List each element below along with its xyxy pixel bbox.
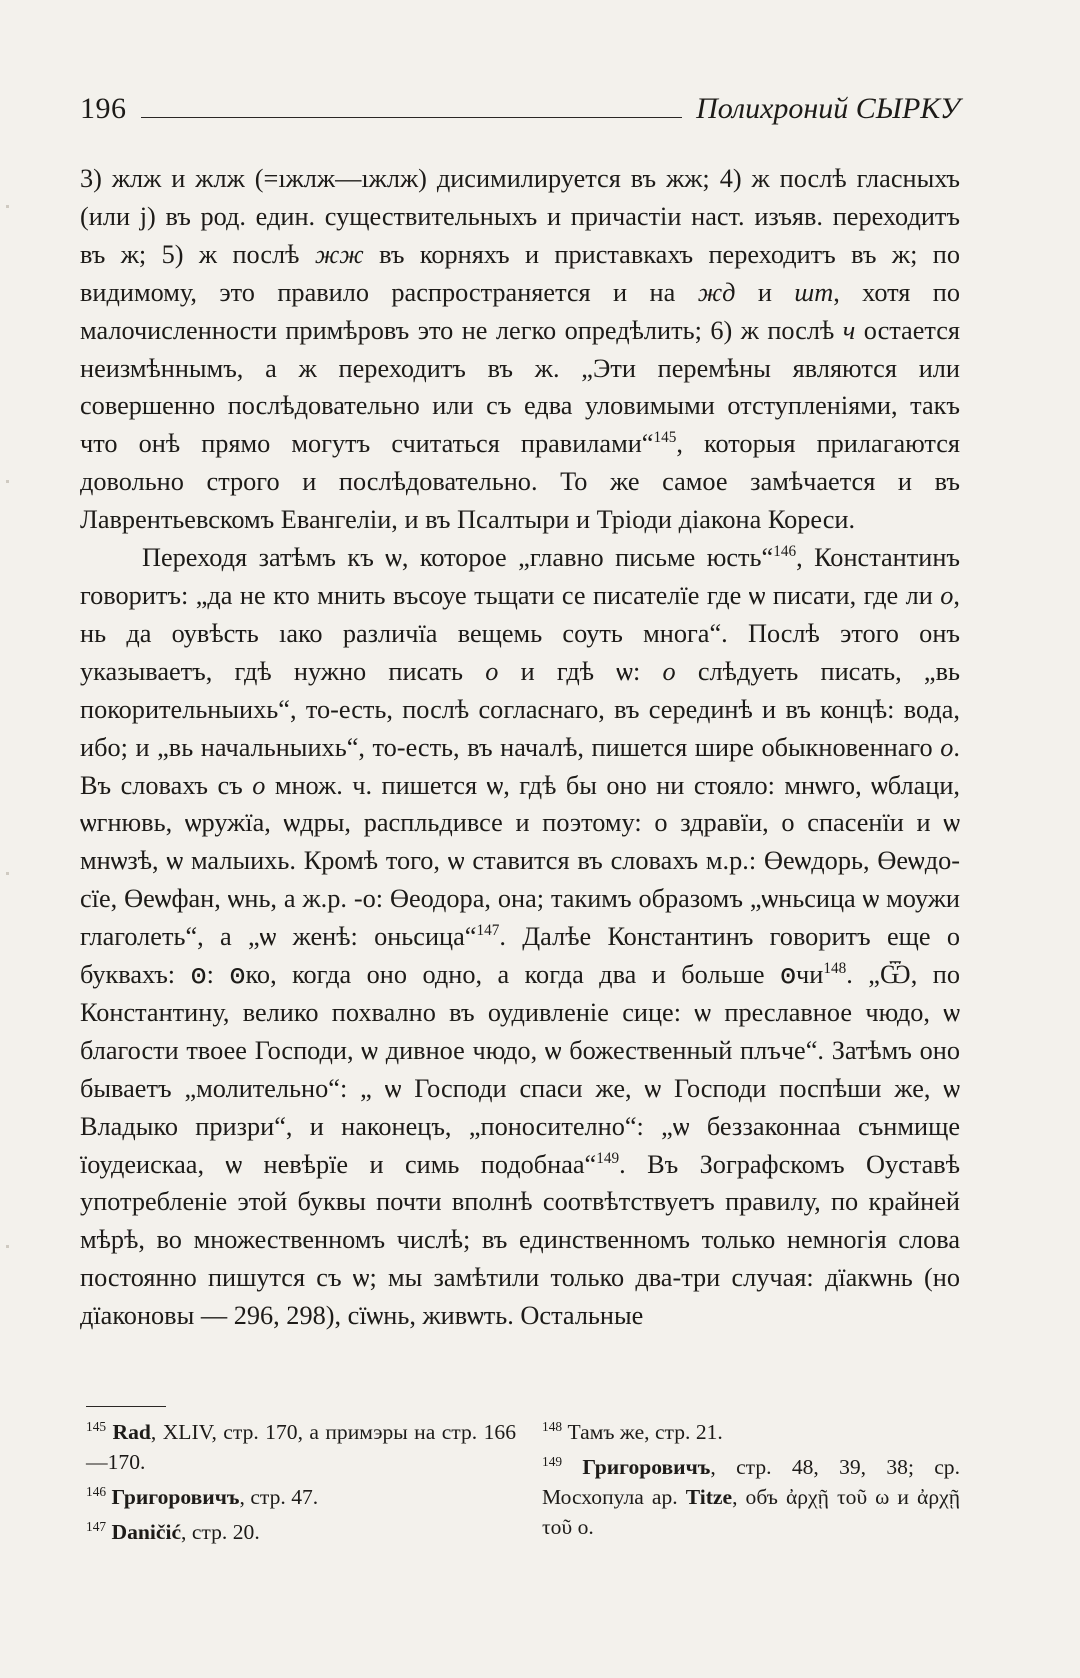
footnote-ref-149: 149 bbox=[596, 1149, 620, 1167]
footnotes-left-column bbox=[86, 1412, 516, 1548]
scan-speck bbox=[6, 480, 9, 483]
footnote-148: $^{148}$ Тамъ же, стр. 21. bbox=[542, 1419, 723, 1445]
scan-speck bbox=[6, 205, 9, 208]
page-number: 196 bbox=[80, 92, 127, 125]
footnote-149: $^{149}$ Григоровичъ, стр. 48, 39, 38; ср. Мосхопула ар. Titze, объ ἀρχῇ τοῦ ω и ἀρχῇ τοῦ ο. bbox=[542, 1454, 960, 1540]
footnote-rule bbox=[86, 1406, 166, 1407]
scan-speck bbox=[6, 1245, 9, 1248]
paragraph-1: 3) жлж и жлж (=ıжлж—ıжлж) дисимилируется въ жж; 4) ж послѣ гласныхъ (или j) въ род. един. существительныхъ и причастіи наст. изъяв. переходитъ въ ж; 5) ж послѣ жж въ корняхъ и приставкахъ переходитъ въ ж; по видимому, это правило распространяется и на жд и шт, хотя по малочисленности примѣровъ это не легко опредѣлить; 6) ж послѣ ч остается неизмѣннымъ, а ж переходитъ въ ж. „Эти перемѣны являются или совершенно послѣдовательно или съ едва уловимыми отступленіями, такъ что онѣ прямо могутъ считаться правилами“$^{145}$, которыя прилагаются довольно строго и послѣдовательно. То же самое замѣчается и въ Лаврентьевскомъ Евангеліи, и въ Псалтыри и Тріоди діакона Кореси. bbox=[80, 164, 960, 535]
footnote-147: $^{147}$ Daničić, стр. 20. bbox=[86, 1519, 260, 1545]
page-header bbox=[80, 92, 960, 126]
header-rule bbox=[141, 117, 683, 118]
footnotes-right-column bbox=[542, 1412, 960, 1542]
body-text bbox=[80, 160, 960, 1335]
scan-speck bbox=[6, 872, 9, 875]
footnote-ref-147: 147 bbox=[476, 922, 500, 940]
footnote-146: $^{146}$ Григоровичъ, стр. 47. bbox=[86, 1484, 319, 1510]
footnote-ref-146: 146 bbox=[773, 543, 797, 561]
footnote-ref-148: 148 bbox=[823, 960, 847, 978]
footnote-145: $^{145}$ Rad, XLIV, стр. 170, а примэры на стр. 166—170. bbox=[86, 1419, 517, 1475]
footnote-ref-145: 145 bbox=[653, 429, 677, 447]
paragraph-2: Переходя затѣмъ къ ѡ, которое „главно письме юсть“$^{146}$, Константинъ говоритъ: „да не кто мнить въсоуе тьщати се писателїе где ѡ писати, где ли о, нь да оувѣсть ıако различїа вещемь соуть многа“. Послѣ этого онъ указываетъ, гдѣ нужно писать о и гдѣ ѡ: о слѣдуеть писать, „вь покорительныихь“, то-есть, послѣ согласнаго, въ серединѣ и въ концѣ: вода, ибо; и „вь начальныихь“, то-есть, въ началѣ, пишется шире обыкновеннаго о. Въ словахъ съ о множ. ч. пишется ѡ, гдѣ бы оно ни стояло: мнѡго, ѡблаци, ѡгнювь, ѡружїа, ѡдры, распльдивсе и поэтому: о здравїи, о спасенїи и ѡ мнѡзѣ, ѡ малыихь. Кромѣ того, ѡ ставится въ словахъ м.р.: Өеѡдорь, Өеѡдосїе, Өеѡфан, ѡнь, а ж.р. -о: Өеодора, она; такимъ образомъ „ѡньсица ѡ моужи глаголеть“, а „ѡ женѣ: оньсица“$^{147}$. Далѣе Константинъ говоритъ еще о буквахъ: ꙩ: ꙩко, когда оно одно, а когда два и больше ꙩчи$^{148}$. „Ѿ, по Константину, велико похвално въ оудивленіе сице: ѡ преславное чюдо, ѡ благости твоее Господи, ѡ дивное чюдо, ѡ божественный плъче“. Затѣмъ оно бываетъ „молительно“: „ ѡ Господи спаси же, ѡ Господи поспѣши же, ѡ Владыко призри“, и наконецъ, „поносително“: „ѡ беззаконнаа сънмище ïоудеискаа, ѡ невѣрïе и симь подобнаа“$^{149}$. Въ Зографскомъ Оуставѣ употребленіе этой буквы почти вполнѣ соотвѣтствуетъ правилу, по крайней мѣрѣ, во множественномъ числѣ; въ единственномъ только немногія слова постоянно пишутся съ ѡ; мы замѣтили только два-три случая: дïакѡнь (но дïаконовы — 296, 298), сïѡнь, живѡть. Остальные bbox=[80, 543, 960, 1331]
running-title: Полихроний СЫРКУ bbox=[696, 92, 960, 125]
